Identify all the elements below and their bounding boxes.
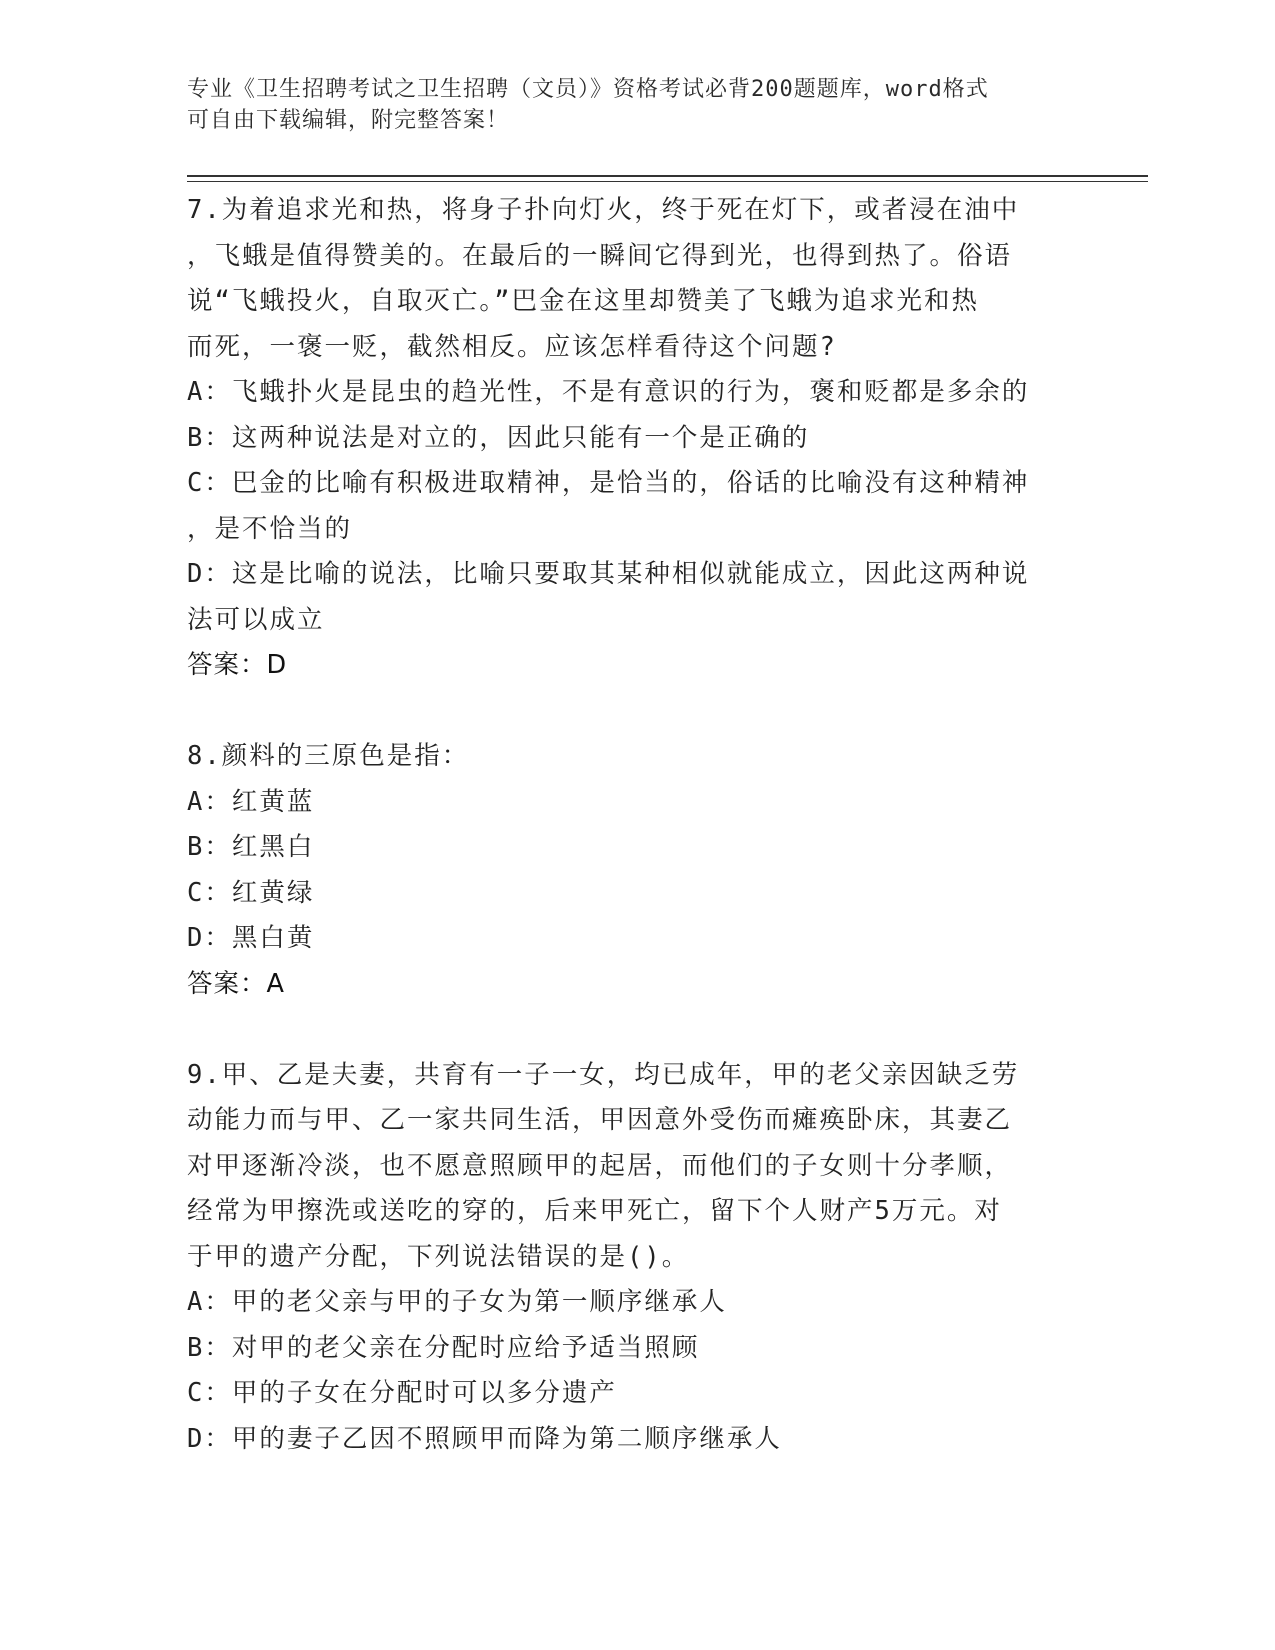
document-header [187,74,1067,136]
question-9 [187,1053,1077,1463]
question-stem: 而死，一褒一贬，截然相反。应该怎样看待这个问题? [187,331,837,362]
option-d: D：黑白黄 [187,923,315,953]
option-c: C：甲的子女在分配时可以多分遗产 [187,1378,617,1408]
option-d-continued: 法可以成立 [187,604,325,635]
option-b: B：对甲的老父亲在分配时应给予适当照顾 [187,1332,700,1363]
header-line: 可自由下载编辑，附完整答案！ [187,108,510,133]
question-stem: 于甲的遗产分配，下列说法错误的是()。 [187,1241,690,1272]
spacer [187,1007,1077,1053]
option-b: B：这两种说法是对立的，因此只能有一个是正确的 [187,422,810,453]
question-stem: 9.甲、乙是夫妻，共育有一子一女，均已成年，甲的老父亲因缺乏劳 [187,1059,1020,1090]
option-d: D：甲的妻子乙因不照顾甲而降为第二顺序继承人 [187,1423,782,1454]
question-7 [187,188,1077,689]
option-b: B：红黑白 [187,832,315,862]
option-a: A：红黄蓝 [187,786,315,817]
option-c: C：红黄绿 [187,877,315,908]
spacer [187,689,1077,735]
question-list [187,188,1077,1462]
question-stem: 说“飞蛾投火，自取灭亡。”巴金在这里却赞美了飞蛾为追求光和热 [187,286,979,316]
option-a: A：甲的老父亲与甲的子女为第一顺序继承人 [187,1287,727,1317]
option-d: D：这是比喻的说法，比喻只要取其某种相似就能成立，因此这两种说 [187,559,1030,589]
option-c-continued: ，是不恰当的 [187,513,353,544]
header-divider [187,175,1148,177]
question-stem: ，飞蛾是值得赞美的。在最后的一瞬间它得到光，也得到热了。俗语 [187,240,1013,271]
question-stem: 动能力而与甲、乙一家共同生活，甲因意外受伤而瘫痪卧床，其妻乙 [187,1105,1013,1135]
question-stem: 对甲逐渐冷淡，也不愿意照顾甲的起居，而他们的子女则十分孝顺， [187,1150,1013,1181]
answer-label: 答案：D [187,650,288,680]
question-stem: 8.颜料的三原色是指： [187,741,470,771]
option-a: A：飞蛾扑火是昆虫的趋光性，不是有意识的行为，褒和贬都是多余的 [187,377,1030,407]
question-stem: 7.为着追求光和热，将身子扑向灯火，终于死在灯下，或者浸在油中 [187,195,1020,225]
question-8 [187,734,1077,1007]
option-c: C：巴金的比喻有积极进取精神，是恰当的，俗话的比喻没有这种精神 [187,468,1030,498]
header-line: 专业《卫生招聘考试之卫生招聘（文员）》资格考试必背200题题库，word格式 [187,77,989,102]
answer-label: 答案：A [187,968,285,999]
question-stem: 经常为甲擦洗或送吃的穿的，后来甲死亡，留下个人财产5万元。对 [187,1196,1002,1226]
header-divider-thin [187,181,1148,182]
